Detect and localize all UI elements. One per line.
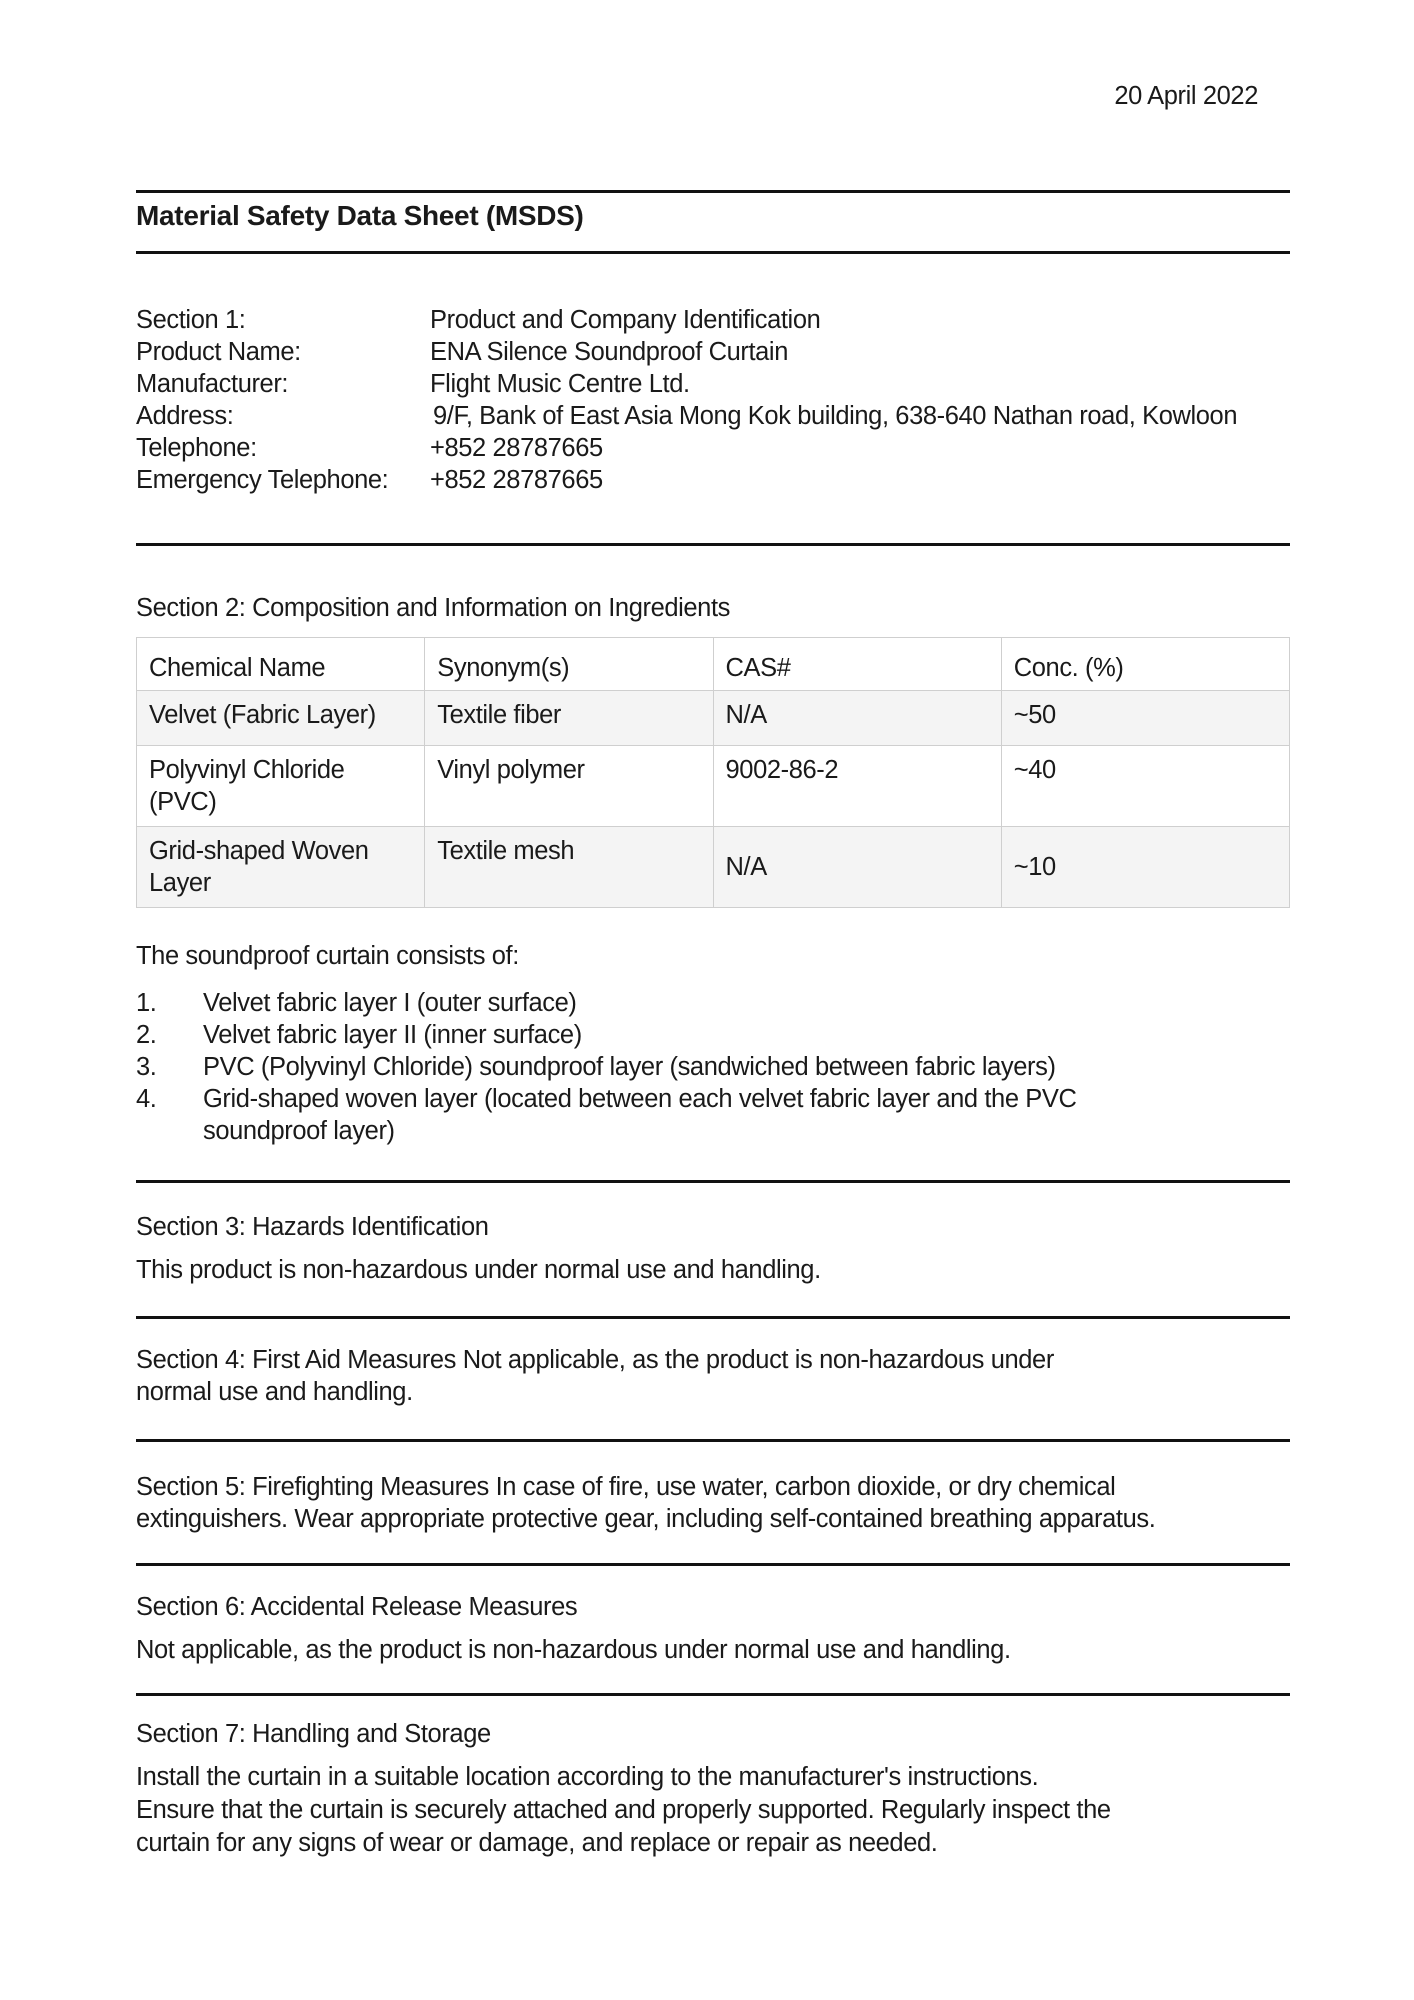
telephone-value: +852 28787665 xyxy=(430,434,603,462)
section-7-heading: Section 7: Handling and Storage xyxy=(136,1720,491,1748)
document-title: Material Safety Data Sheet (MSDS) xyxy=(136,200,584,231)
section-divider xyxy=(136,543,1290,546)
emergency-telephone-label: Emergency Telephone: xyxy=(136,466,389,494)
section-divider xyxy=(136,1180,1290,1183)
section-7-body: curtain for any signs of wear or damage, and replace or repair as needed. xyxy=(136,1829,938,1857)
title-top-rule xyxy=(136,190,1290,193)
table-header-cell: Synonym(s) xyxy=(425,638,713,691)
address-label: Address: xyxy=(136,402,234,430)
manufacturer-label: Manufacturer: xyxy=(136,370,289,398)
table-cell: Textile mesh xyxy=(425,827,713,908)
table-cell: ~40 xyxy=(1001,746,1289,827)
table-cell: Vinyl polymer xyxy=(425,746,713,827)
telephone-label: Telephone: xyxy=(136,434,257,462)
list-item: PVC (Polyvinyl Chloride) soundproof layer (sandwiched between fabric layers) xyxy=(203,1053,1056,1081)
table-header-row xyxy=(137,638,1290,691)
list-item-number: 3. xyxy=(136,1053,157,1081)
table-cell: Polyvinyl Chloride (PVC) xyxy=(137,746,425,827)
table-cell: N/A xyxy=(713,691,1001,746)
section-3-heading: Section 3: Hazards Identification xyxy=(136,1213,489,1241)
table-cell: ~10 xyxy=(1001,827,1289,908)
table-row xyxy=(137,691,1290,746)
emergency-telephone-value: +852 28787665 xyxy=(430,466,603,494)
list-item-number: 2. xyxy=(136,1021,157,1049)
ingredients-table xyxy=(136,637,1290,908)
section-6-heading: Section 6: Accidental Release Measures xyxy=(136,1593,578,1621)
manufacturer-value: Flight Music Centre Ltd. xyxy=(430,370,690,398)
product-name-value: ENA Silence Soundproof Curtain xyxy=(430,338,788,366)
section-3-body: This product is non-hazardous under normal use and handling. xyxy=(136,1256,821,1284)
section-5-text: extinguishers. Wear appropriate protective gear, including self-contained breathing apparatus. xyxy=(136,1505,1156,1533)
table-header-cell: CAS# xyxy=(713,638,1001,691)
section-4-text: Section 4: First Aid Measures Not applicable, as the product is non-hazardous under xyxy=(136,1346,1054,1374)
list-item-continuation: soundproof layer) xyxy=(203,1117,395,1145)
section-divider xyxy=(136,1316,1290,1319)
section-6-body: Not applicable, as the product is non-hazardous under normal use and handling. xyxy=(136,1636,1011,1664)
table-cell: ~50 xyxy=(1001,691,1289,746)
section-2-heading: Section 2: Composition and Information on Ingredients xyxy=(136,594,731,622)
section-7-body: Install the curtain in a suitable location according to the manufacturer's instructions. xyxy=(136,1763,1039,1791)
section-divider xyxy=(136,1439,1290,1442)
table-cell: Textile fiber xyxy=(425,691,713,746)
table-cell: N/A xyxy=(713,827,1001,908)
section-1-title: Product and Company Identification xyxy=(430,306,821,334)
section-divider xyxy=(136,1693,1290,1696)
table-header-cell: Conc. (%) xyxy=(1001,638,1289,691)
section-5-text: Section 5: Firefighting Measures In case of fire, use water, carbon dioxide, or dry chemical xyxy=(136,1473,1116,1501)
table-cell: 9002-86-2 xyxy=(713,746,1001,827)
table-row xyxy=(137,827,1290,908)
section-divider xyxy=(136,1563,1290,1566)
section-7-body: Ensure that the curtain is securely attached and properly supported. Regularly inspect the xyxy=(136,1796,1111,1824)
list-item: Velvet fabric layer II (inner surface) xyxy=(203,1021,582,1049)
product-name-label: Product Name: xyxy=(136,338,301,366)
title-bottom-rule xyxy=(136,251,1290,254)
section-4-text: normal use and handling. xyxy=(136,1378,413,1406)
document-date: 20 April 2022 xyxy=(1114,82,1258,110)
section-1-label: Section 1: xyxy=(136,306,246,334)
table-row xyxy=(137,746,1290,827)
address-value: 9/F, Bank of East Asia Mong Kok building, 638-640 Nathan road, Kowloon xyxy=(433,402,1238,430)
list-item: Grid-shaped woven layer (located between each velvet fabric layer and the PVC xyxy=(203,1085,1077,1113)
composition-intro: The soundproof curtain consists of: xyxy=(136,942,519,970)
list-item-number: 1. xyxy=(136,989,157,1017)
table-cell: Velvet (Fabric Layer) xyxy=(137,691,425,746)
table-cell: Grid-shaped Woven Layer xyxy=(137,827,425,908)
table-header-cell: Chemical Name xyxy=(137,638,425,691)
list-item-number: 4. xyxy=(136,1085,157,1113)
list-item: Velvet fabric layer I (outer surface) xyxy=(203,989,577,1017)
